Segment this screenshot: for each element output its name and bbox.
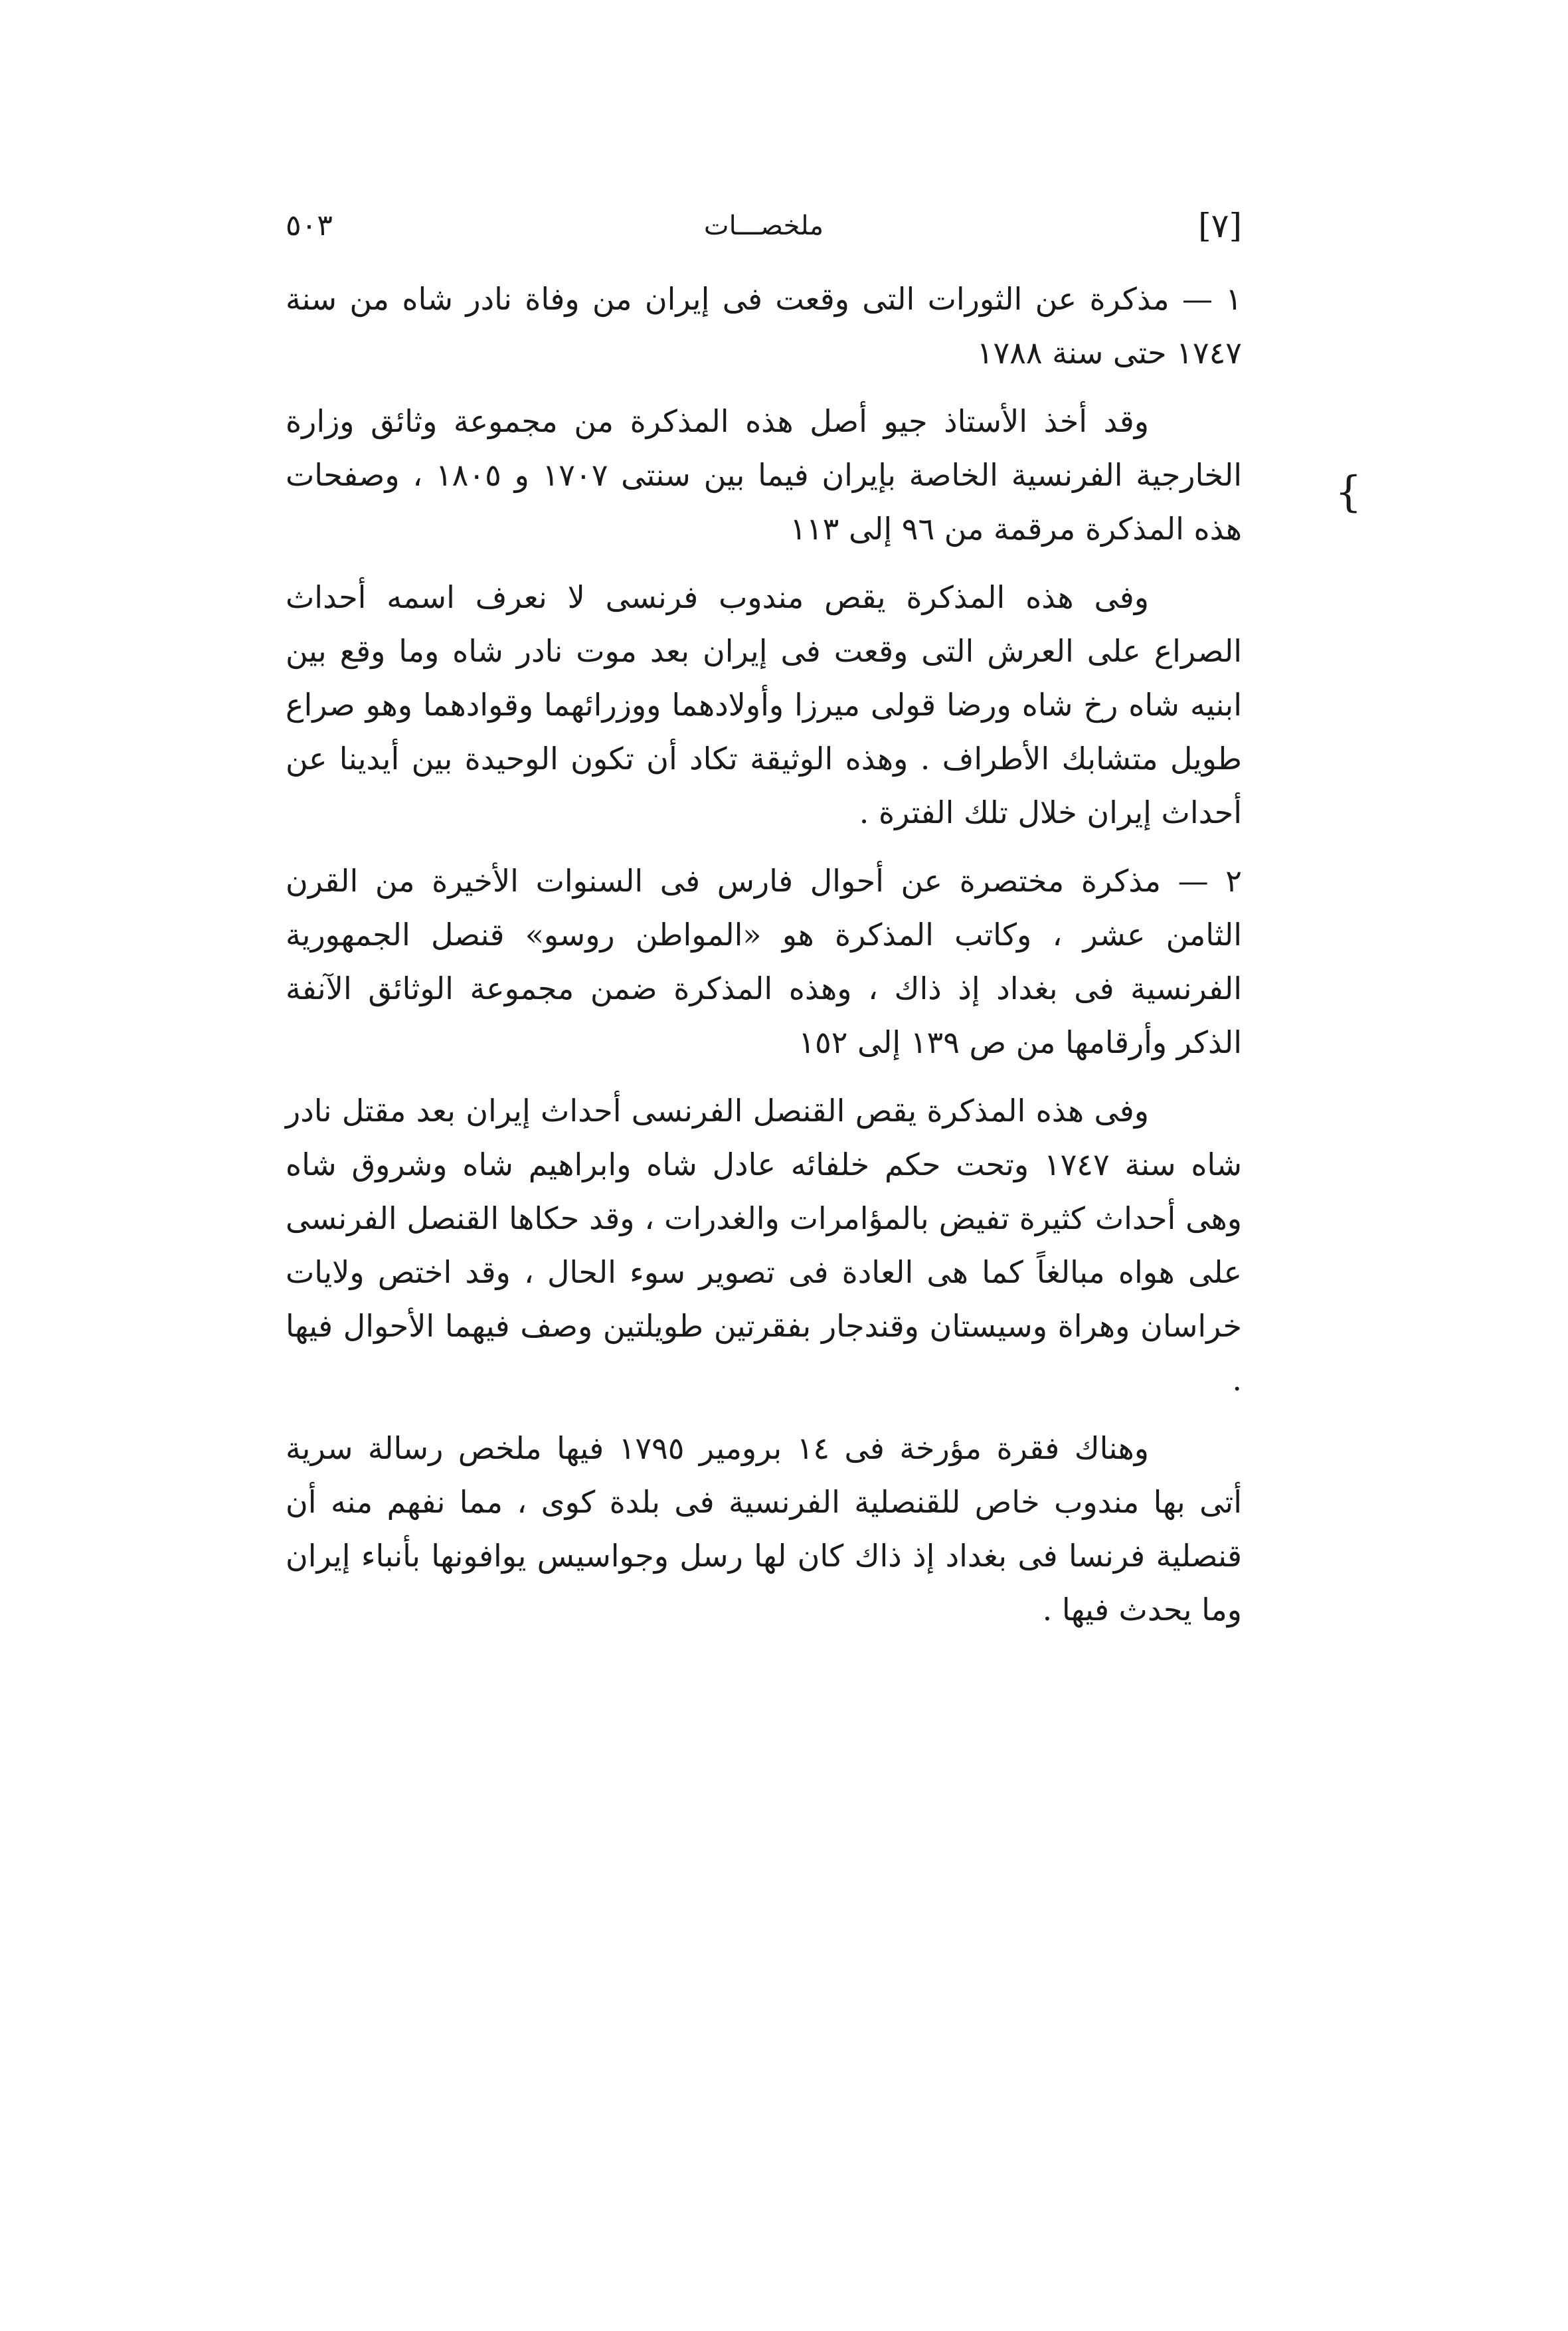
paragraph-2: وقد أخذ الأستاذ جيو أصل هذه المذكرة من مجموعة وثائق وزارة الخارجية الفرنسية الخاصة بإيران فيما بين سنتى ١٧٠٧ و ١٨٠٥ ، وصفحات هذه المذكرة مرقمة من ٩٦ إلى ١١٣ [286,403,1242,547]
running-title: ملخصـــات [703,211,824,241]
paragraph-3: وفى هذه المذكرة يقص مندوب فرنسى لا نعرف اسمه أحداث الصراع على العرش التى وقعت فى إيران بعد موت نادر شاه وما وقع بين ابنيه شاه رخ شاه ورضا قولى ميرزا وأولادهما ووزرائهما وقوادهما وهو صراع طويل متشابك الأطراف . وهذه الوثيقة تكاد أن تكون الوحيدة بين أيدينا عن أحداث إيران خلال تلك الفترة . [286,579,1242,830]
page-number: ٥٠٣ [286,209,333,242]
section-number: [٧] [1198,207,1242,245]
paragraph-4: ٢ — مذكرة مختصرة عن أحوال فارس فى السنوات الأخيرة من القرن الثامن عشر ، وكاتب المذكرة هو «المواطن روسو» قنصل الجمهورية الفرنسية فى بغداد إذ ذاك ، وهذه المذكرة ضمن مجموعة الوثائق الآنفة الذكر وأرقامها من ص ١٣٩ إلى ١٥٢ [286,863,1242,1060]
paragraph-5: وفى هذه المذكرة يقص القنصل الفرنسى أحداث إيران بعد مقتل نادر شاه سنة ١٧٤٧ وتحت حكم خلفائه عادل شاه وابراهيم شاه وشروق شاه وهى أحداث كثيرة تفيض بالمؤامرات والغدرات ، وقد حكاها القنصل الفرنسى على هواه مبالغاً كما هى العادة فى تصوير سوء الحال ، وقد اختص ولايات خراسان وهراة وسيستان وقندجار بفقرتين طويلتين وصف فيهما الأحوال فيها . [286,1093,1242,1398]
paragraph-6: وهناك فقرة مؤرخة فى ١٤ برومير ١٧٩٥ فيها ملخص رسالة سرية أتى بها مندوب خاص للقنصلية الفرنسية فى بلدة كوى ، مما نفهم منه أن قنصلية فرنسا فى بغداد إذ ذاك كان لها رسل وجواسيس يوافونها بأنباء إيران وما يحدث فيها . [286,1430,1242,1628]
margin-mark: { [1335,468,1362,517]
body-text [286,272,1242,1651]
paragraph-1: ١ — مذكرة عن الثورات التى وقعت فى إيران من وفاة نادر شاه من سنة ١٧٤٧ حتى سنة ١٧٨٨ [286,281,1242,371]
page-header [286,199,1242,252]
